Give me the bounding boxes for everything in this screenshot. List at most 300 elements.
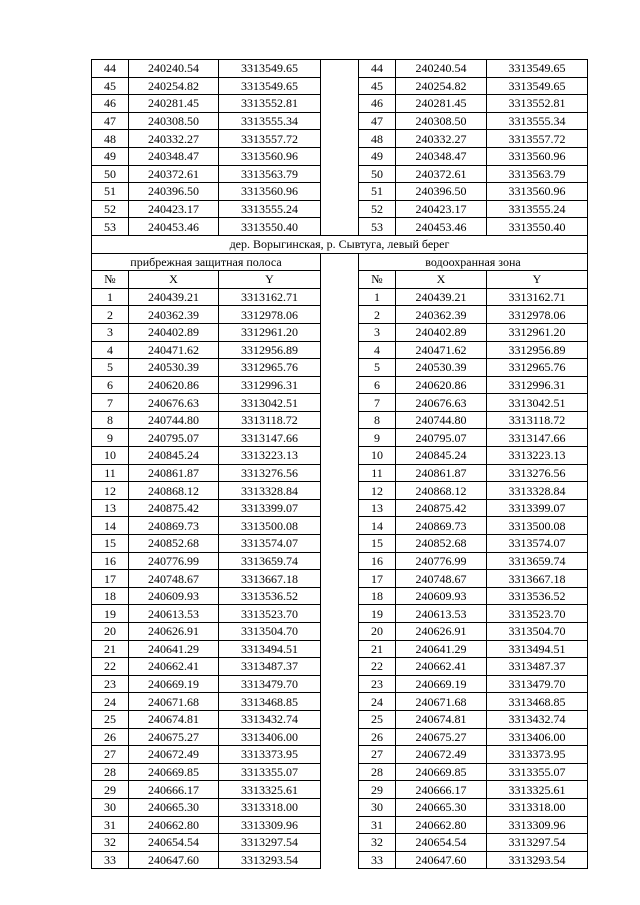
column-gap: [321, 271, 359, 289]
column-gap: [321, 482, 359, 500]
right-point-number: 4: [359, 341, 396, 359]
right-y-value: 3313468.85: [487, 693, 588, 711]
column-gap: [321, 288, 359, 306]
left-y-value: 3313355.07: [219, 763, 321, 781]
right-y-value: 3313318.00: [487, 798, 588, 816]
left-x-value: 240530.39: [129, 359, 219, 377]
left-y-value: 3313500.08: [219, 517, 321, 535]
table-row: [92, 570, 588, 588]
right-point-number: 21: [359, 640, 396, 658]
column-gap: [321, 376, 359, 394]
table-row: [92, 341, 588, 359]
left-header-number: №: [92, 271, 129, 289]
table-row: [92, 499, 588, 517]
left-x-value: 240662.80: [129, 816, 219, 834]
left-x-value: 240240.54: [129, 60, 219, 78]
left-x-value: 240776.99: [129, 552, 219, 570]
right-x-value: 240868.12: [396, 482, 487, 500]
column-gap: [321, 200, 359, 218]
left-x-value: 240281.45: [129, 95, 219, 113]
right-y-value: 3313042.51: [487, 394, 588, 412]
right-point-number: 31: [359, 816, 396, 834]
column-gap: [321, 535, 359, 553]
right-x-value: 240626.91: [396, 623, 487, 641]
right-x-value: 240665.30: [396, 798, 487, 816]
column-gap: [321, 411, 359, 429]
table-row: [92, 218, 588, 236]
left-point-number: 13: [92, 499, 129, 517]
right-point-number: 25: [359, 710, 396, 728]
right-y-value: 3313536.52: [487, 587, 588, 605]
right-y-value: 3313560.96: [487, 183, 588, 201]
left-x-value: 240666.17: [129, 781, 219, 799]
left-y-value: 3313549.65: [219, 77, 321, 95]
right-caption: водоохранная зона: [359, 253, 588, 271]
column-gap: [321, 798, 359, 816]
left-y-value: 3313162.71: [219, 288, 321, 306]
right-x-value: 240795.07: [396, 429, 487, 447]
left-point-number: 9: [92, 429, 129, 447]
table-row: [92, 165, 588, 183]
left-y-value: 3313659.74: [219, 552, 321, 570]
left-y-value: 3313318.00: [219, 798, 321, 816]
right-y-value: 3313147.66: [487, 429, 588, 447]
left-x-value: 240308.50: [129, 112, 219, 130]
left-y-value: 3313293.54: [219, 851, 321, 869]
table-row: [92, 535, 588, 553]
left-point-number: 27: [92, 746, 129, 764]
right-point-number: 24: [359, 693, 396, 711]
right-x-value: 240662.80: [396, 816, 487, 834]
coordinates-table: [91, 59, 588, 869]
right-y-value: 3313118.72: [487, 411, 588, 429]
table-row: [92, 640, 588, 658]
left-point-number: 52: [92, 200, 129, 218]
left-y-value: 3313479.70: [219, 675, 321, 693]
right-point-number: 11: [359, 464, 396, 482]
right-point-number: 33: [359, 851, 396, 869]
column-gap: [321, 253, 359, 271]
table-row: [92, 623, 588, 641]
column-gap: [321, 710, 359, 728]
left-point-number: 6: [92, 376, 129, 394]
left-x-value: 240609.93: [129, 587, 219, 605]
left-x-value: 240654.54: [129, 834, 219, 852]
column-gap: [321, 570, 359, 588]
right-y-value: 3313504.70: [487, 623, 588, 641]
section-title: дер. Ворыгинская, р. Сывтуга, левый берег: [92, 235, 588, 253]
right-x-value: 240666.17: [396, 781, 487, 799]
column-gap: [321, 640, 359, 658]
section-title-row: [92, 235, 588, 253]
right-x-value: 240875.42: [396, 499, 487, 517]
right-y-value: 3313355.07: [487, 763, 588, 781]
right-point-number: 49: [359, 147, 396, 165]
table-row: [92, 183, 588, 201]
table-row: [92, 60, 588, 78]
left-point-number: 31: [92, 816, 129, 834]
column-gap: [321, 130, 359, 148]
right-y-value: 3313276.56: [487, 464, 588, 482]
left-point-number: 44: [92, 60, 129, 78]
table-row: [92, 746, 588, 764]
right-y-value: 3313293.54: [487, 851, 588, 869]
right-y-value: 3313328.84: [487, 482, 588, 500]
left-x-value: 240332.27: [129, 130, 219, 148]
right-y-value: 3312996.31: [487, 376, 588, 394]
left-y-value: 3313406.00: [219, 728, 321, 746]
left-point-number: 2: [92, 306, 129, 324]
left-y-value: 3313223.13: [219, 447, 321, 465]
table-row: [92, 376, 588, 394]
table-row: [92, 552, 588, 570]
right-x-value: 240647.60: [396, 851, 487, 869]
column-gap: [321, 587, 359, 605]
right-x-value: 240744.80: [396, 411, 487, 429]
right-x-value: 240439.21: [396, 288, 487, 306]
column-gap: [321, 605, 359, 623]
right-y-value: 3313500.08: [487, 517, 588, 535]
left-point-number: 21: [92, 640, 129, 658]
table-row: [92, 323, 588, 341]
left-y-value: 3313309.96: [219, 816, 321, 834]
column-gap: [321, 112, 359, 130]
left-x-value: 240672.49: [129, 746, 219, 764]
column-gap: [321, 552, 359, 570]
left-x-value: 240795.07: [129, 429, 219, 447]
right-point-number: 19: [359, 605, 396, 623]
right-point-number: 12: [359, 482, 396, 500]
left-point-number: 25: [92, 710, 129, 728]
right-x-value: 240669.85: [396, 763, 487, 781]
left-y-value: 3312956.89: [219, 341, 321, 359]
right-x-value: 240453.46: [396, 218, 487, 236]
left-point-number: 29: [92, 781, 129, 799]
table-row: [92, 130, 588, 148]
right-y-value: 3313432.74: [487, 710, 588, 728]
right-x-value: 240530.39: [396, 359, 487, 377]
left-point-number: 10: [92, 447, 129, 465]
column-gap: [321, 763, 359, 781]
right-y-value: 3313223.13: [487, 447, 588, 465]
right-point-number: 22: [359, 658, 396, 676]
left-point-number: 22: [92, 658, 129, 676]
column-gap: [321, 816, 359, 834]
left-x-value: 240744.80: [129, 411, 219, 429]
right-point-number: 9: [359, 429, 396, 447]
left-point-number: 11: [92, 464, 129, 482]
table-row: [92, 710, 588, 728]
right-y-value: 3313297.54: [487, 834, 588, 852]
right-x-value: 240641.29: [396, 640, 487, 658]
right-x-value: 240471.62: [396, 341, 487, 359]
right-x-value: 240609.93: [396, 587, 487, 605]
right-y-value: 3313667.18: [487, 570, 588, 588]
left-x-value: 240254.82: [129, 77, 219, 95]
left-x-value: 240471.62: [129, 341, 219, 359]
column-gap: [321, 306, 359, 324]
right-x-value: 240669.19: [396, 675, 487, 693]
right-header-number: №: [359, 271, 396, 289]
right-y-value: 3313406.00: [487, 728, 588, 746]
right-x-value: 240620.86: [396, 376, 487, 394]
left-x-value: 240861.87: [129, 464, 219, 482]
table-row: [92, 147, 588, 165]
left-point-number: 19: [92, 605, 129, 623]
left-x-value: 240665.30: [129, 798, 219, 816]
right-y-value: 3313487.37: [487, 658, 588, 676]
left-y-value: 3313555.24: [219, 200, 321, 218]
right-point-number: 50: [359, 165, 396, 183]
left-point-number: 53: [92, 218, 129, 236]
left-x-value: 240641.29: [129, 640, 219, 658]
left-header-x: X: [129, 271, 219, 289]
left-x-value: 240852.68: [129, 535, 219, 553]
right-point-number: 45: [359, 77, 396, 95]
left-y-value: 3313557.72: [219, 130, 321, 148]
right-x-value: 240281.45: [396, 95, 487, 113]
left-y-value: 3313523.70: [219, 605, 321, 623]
right-x-value: 240662.41: [396, 658, 487, 676]
table-row: [92, 112, 588, 130]
left-y-value: 3313560.96: [219, 147, 321, 165]
table-row: [92, 77, 588, 95]
column-gap: [321, 623, 359, 641]
table-row: [92, 447, 588, 465]
left-caption: прибрежная защитная полоса: [92, 253, 321, 271]
right-point-number: 17: [359, 570, 396, 588]
left-y-value: 3313399.07: [219, 499, 321, 517]
column-gap: [321, 147, 359, 165]
right-x-value: 240396.50: [396, 183, 487, 201]
table-row: [92, 411, 588, 429]
right-point-number: 46: [359, 95, 396, 113]
right-y-value: 3312956.89: [487, 341, 588, 359]
caption-row: [92, 253, 588, 271]
right-point-number: 28: [359, 763, 396, 781]
table-row: [92, 851, 588, 869]
right-y-value: 3312978.06: [487, 306, 588, 324]
right-point-number: 32: [359, 834, 396, 852]
left-x-value: 240675.27: [129, 728, 219, 746]
column-gap: [321, 341, 359, 359]
left-x-value: 240423.17: [129, 200, 219, 218]
right-y-value: 3312961.20: [487, 323, 588, 341]
right-point-number: 20: [359, 623, 396, 641]
right-point-number: 5: [359, 359, 396, 377]
left-x-value: 240396.50: [129, 183, 219, 201]
right-x-value: 240671.68: [396, 693, 487, 711]
left-y-value: 3313118.72: [219, 411, 321, 429]
left-point-number: 12: [92, 482, 129, 500]
right-header-y: Y: [487, 271, 588, 289]
left-point-number: 15: [92, 535, 129, 553]
left-y-value: 3313042.51: [219, 394, 321, 412]
left-y-value: 3313297.54: [219, 834, 321, 852]
table-row: [92, 728, 588, 746]
right-point-number: 1: [359, 288, 396, 306]
right-x-value: 240672.49: [396, 746, 487, 764]
left-x-value: 240439.21: [129, 288, 219, 306]
right-point-number: 26: [359, 728, 396, 746]
right-x-value: 240845.24: [396, 447, 487, 465]
right-y-value: 3313549.65: [487, 60, 588, 78]
right-x-value: 240674.81: [396, 710, 487, 728]
right-point-number: 29: [359, 781, 396, 799]
column-gap: [321, 851, 359, 869]
right-point-number: 52: [359, 200, 396, 218]
right-point-number: 3: [359, 323, 396, 341]
left-y-value: 3313504.70: [219, 623, 321, 641]
table-row: [92, 605, 588, 623]
left-point-number: 51: [92, 183, 129, 201]
right-y-value: 3313550.40: [487, 218, 588, 236]
column-gap: [321, 165, 359, 183]
column-gap: [321, 429, 359, 447]
left-point-number: 48: [92, 130, 129, 148]
left-point-number: 7: [92, 394, 129, 412]
left-point-number: 30: [92, 798, 129, 816]
left-x-value: 240671.68: [129, 693, 219, 711]
right-point-number: 15: [359, 535, 396, 553]
right-y-value: 3313162.71: [487, 288, 588, 306]
right-point-number: 51: [359, 183, 396, 201]
left-x-value: 240669.85: [129, 763, 219, 781]
right-y-value: 3313555.24: [487, 200, 588, 218]
left-x-value: 240748.67: [129, 570, 219, 588]
left-x-value: 240402.89: [129, 323, 219, 341]
right-point-number: 8: [359, 411, 396, 429]
left-y-value: 3313432.74: [219, 710, 321, 728]
right-y-value: 3313552.81: [487, 95, 588, 113]
right-y-value: 3313523.70: [487, 605, 588, 623]
table-row: [92, 816, 588, 834]
right-point-number: 30: [359, 798, 396, 816]
table-row: [92, 306, 588, 324]
left-point-number: 17: [92, 570, 129, 588]
right-x-value: 240423.17: [396, 200, 487, 218]
right-y-value: 3313494.51: [487, 640, 588, 658]
left-point-number: 3: [92, 323, 129, 341]
table-row: [92, 288, 588, 306]
column-gap: [321, 464, 359, 482]
right-point-number: 47: [359, 112, 396, 130]
right-point-number: 2: [359, 306, 396, 324]
column-gap: [321, 218, 359, 236]
left-point-number: 5: [92, 359, 129, 377]
right-x-value: 240776.99: [396, 552, 487, 570]
right-x-value: 240332.27: [396, 130, 487, 148]
left-x-value: 240676.63: [129, 394, 219, 412]
left-y-value: 3313574.07: [219, 535, 321, 553]
column-gap: [321, 517, 359, 535]
table-row: [92, 675, 588, 693]
column-gap: [321, 447, 359, 465]
right-x-value: 240308.50: [396, 112, 487, 130]
table-row: [92, 763, 588, 781]
left-y-value: 3313552.81: [219, 95, 321, 113]
column-gap: [321, 746, 359, 764]
left-point-number: 33: [92, 851, 129, 869]
left-x-value: 240875.42: [129, 499, 219, 517]
column-gap: [321, 183, 359, 201]
right-point-number: 53: [359, 218, 396, 236]
left-x-value: 240362.39: [129, 306, 219, 324]
right-x-value: 240748.67: [396, 570, 487, 588]
left-header-y: Y: [219, 271, 321, 289]
left-y-value: 3312965.76: [219, 359, 321, 377]
left-x-value: 240613.53: [129, 605, 219, 623]
right-header-x: X: [396, 271, 487, 289]
table-row: [92, 429, 588, 447]
left-point-number: 16: [92, 552, 129, 570]
table-row: [92, 200, 588, 218]
table-row: [92, 798, 588, 816]
right-x-value: 240613.53: [396, 605, 487, 623]
left-y-value: 3312961.20: [219, 323, 321, 341]
right-y-value: 3312965.76: [487, 359, 588, 377]
column-header-row: [92, 271, 588, 289]
left-y-value: 3313147.66: [219, 429, 321, 447]
left-point-number: 8: [92, 411, 129, 429]
left-y-value: 3313328.84: [219, 482, 321, 500]
left-x-value: 240348.47: [129, 147, 219, 165]
left-y-value: 3313494.51: [219, 640, 321, 658]
column-gap: [321, 359, 359, 377]
right-y-value: 3313373.95: [487, 746, 588, 764]
right-point-number: 44: [359, 60, 396, 78]
left-point-number: 4: [92, 341, 129, 359]
left-y-value: 3313325.61: [219, 781, 321, 799]
left-x-value: 240453.46: [129, 218, 219, 236]
right-point-number: 6: [359, 376, 396, 394]
right-x-value: 240675.27: [396, 728, 487, 746]
left-point-number: 14: [92, 517, 129, 535]
right-x-value: 240869.73: [396, 517, 487, 535]
table-row: [92, 394, 588, 412]
column-gap: [321, 658, 359, 676]
left-point-number: 1: [92, 288, 129, 306]
column-gap: [321, 77, 359, 95]
right-y-value: 3313563.79: [487, 165, 588, 183]
left-y-value: 3313563.79: [219, 165, 321, 183]
column-gap: [321, 95, 359, 113]
left-y-value: 3312978.06: [219, 306, 321, 324]
left-point-number: 24: [92, 693, 129, 711]
right-x-value: 240372.61: [396, 165, 487, 183]
left-y-value: 3313560.96: [219, 183, 321, 201]
left-y-value: 3313487.37: [219, 658, 321, 676]
right-x-value: 240348.47: [396, 147, 487, 165]
right-y-value: 3313557.72: [487, 130, 588, 148]
column-gap: [321, 394, 359, 412]
table-row: [92, 658, 588, 676]
right-x-value: 240861.87: [396, 464, 487, 482]
table-row: [92, 95, 588, 113]
left-y-value: 3313536.52: [219, 587, 321, 605]
left-x-value: 240868.12: [129, 482, 219, 500]
right-y-value: 3313309.96: [487, 816, 588, 834]
table-row: [92, 587, 588, 605]
column-gap: [321, 834, 359, 852]
right-y-value: 3313549.65: [487, 77, 588, 95]
right-point-number: 27: [359, 746, 396, 764]
right-x-value: 240852.68: [396, 535, 487, 553]
right-y-value: 3313479.70: [487, 675, 588, 693]
left-point-number: 18: [92, 587, 129, 605]
table-row: [92, 781, 588, 799]
left-x-value: 240869.73: [129, 517, 219, 535]
